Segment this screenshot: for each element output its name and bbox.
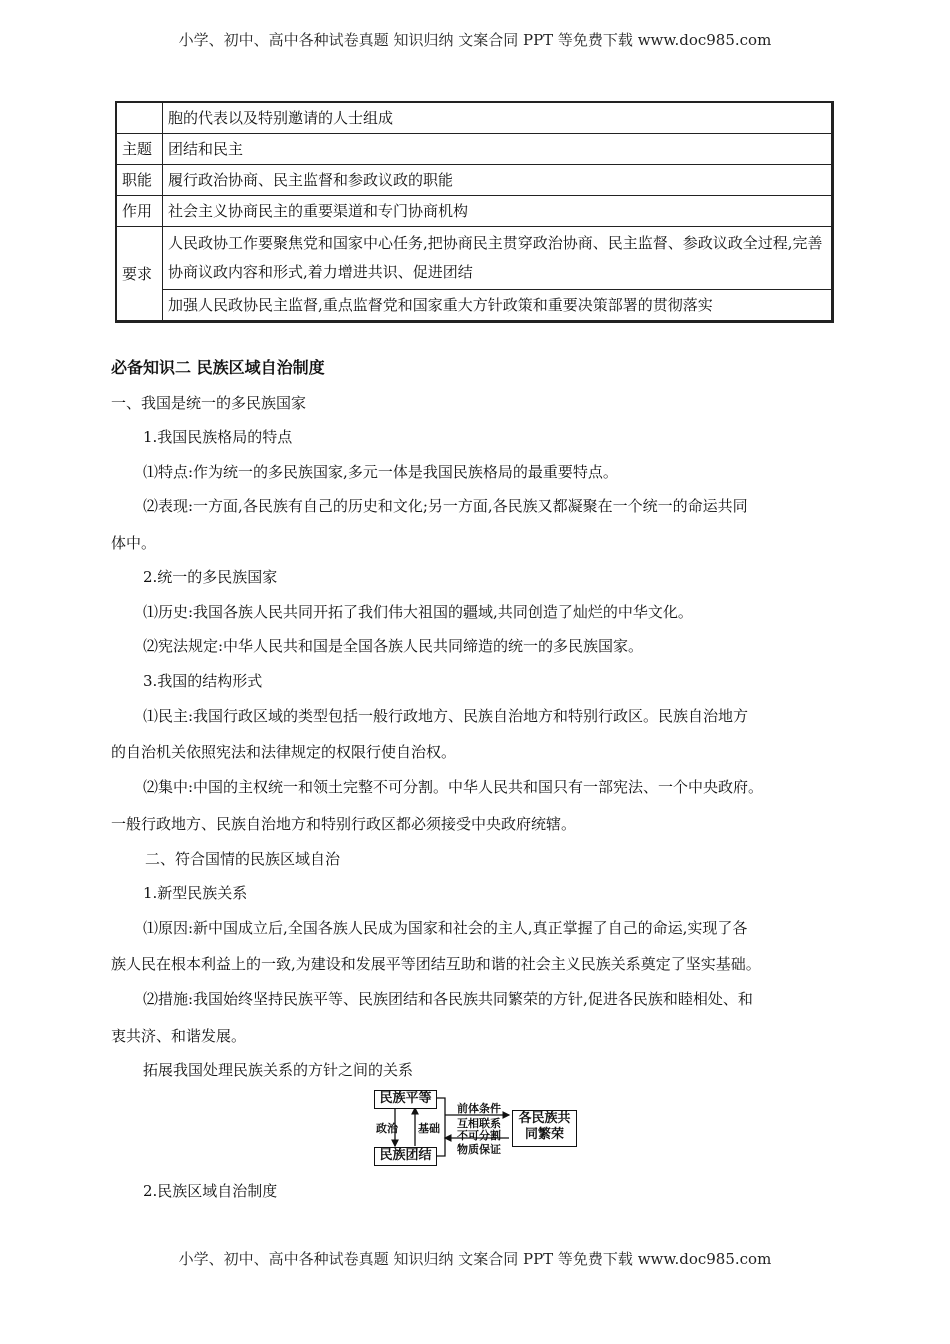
- related-label: 互相联系: [457, 1117, 501, 1130]
- table-label-cell: 要求: [116, 227, 163, 322]
- paragraph-line: ⑴原因:新中国成立后,全国各族人民成为国家和社会的主人,真正掌握了自己的命运,实现了各: [143, 919, 748, 937]
- prosperity-line-1: 各民族共: [518, 1111, 571, 1126]
- paragraph-line: ⑵措施:我国始终坚持民族平等、民族团结和各民族共同繁荣的方针,促进各民族和睦相处、和: [143, 990, 753, 1008]
- table-cell: 履行政治协商、民主监督和参政议政的职能: [163, 165, 833, 196]
- subheading: 1.我国民族格局的特点: [143, 428, 293, 446]
- paragraph-line: ⑵表现:一方面,各民族有自己的历史和文化;另一方面,各民族又都凝聚在一个统一的命运共同: [143, 497, 748, 515]
- paragraph-line: 族人民在根本利益上的一致,为建设和发展平等团结互助和谐的社会主义民族关系奠定了坚实基础。: [111, 955, 761, 973]
- national-unity-box: 民族团结: [374, 1147, 437, 1166]
- table-cell: 社会主义协商民主的重要渠道和专门协商机构: [163, 196, 833, 227]
- table-row: [116, 227, 833, 290]
- table-cell: 胞的代表以及特别邀请的人士组成: [163, 102, 833, 134]
- table-label-cell: [116, 102, 163, 134]
- paragraph-line: ⑴民主:我国行政区域的类型包括一般行政地方、民族自治地方和特别行政区。民族自治地方: [143, 707, 749, 725]
- prosperity-line-2: 同繁荣: [524, 1127, 564, 1142]
- table-cell: 人民政协工作要聚焦党和国家中心任务,把协商民主贯穿政治协商、民主监督、参政议政全过程,完善协商议政内容和形式,着力增进共识、促进团结: [163, 227, 833, 290]
- table-row: [116, 102, 833, 134]
- knowledge-table: [115, 101, 834, 323]
- common-prosperity-box: [512, 1110, 577, 1147]
- heading-2: 二、符合国情的民族区域自治: [145, 850, 341, 868]
- section-title: 必备知识二 民族区域自治制度: [111, 358, 325, 377]
- heading-1: 一、我国是统一的多民族国家: [111, 394, 307, 412]
- politics-label: 政治: [376, 1122, 398, 1135]
- page-footer: 小学、初中、高中各种试卷真题 知识归纳 文案合同 PPT 等免费下载 www.doc985.com: [178, 1250, 772, 1268]
- national-equality-box: 民族平等: [374, 1090, 437, 1109]
- paragraph-line: 一般行政地方、民族自治地方和特别行政区都必须接受中央政府统辖。: [111, 815, 577, 833]
- table-cell: 团结和民主: [163, 134, 833, 165]
- paragraph-line: ⑵宪法规定:中华人民共和国是全国各族人民共同缔造的统一的多民族国家。: [143, 637, 644, 655]
- foundation-label: 基础: [418, 1122, 440, 1135]
- paragraph-line: ⑴特点:作为统一的多民族国家,多元一体是我国民族格局的最重要特点。: [143, 463, 618, 481]
- table-label-cell: 作用: [116, 196, 163, 227]
- table-row: [116, 196, 833, 227]
- material-label: 物质保证: [457, 1143, 501, 1156]
- extension-caption: 拓展我国处理民族关系的方针之间的关系: [143, 1061, 414, 1079]
- paragraph-line: ⑴历史:我国各族人民共同开拓了我们伟大祖国的疆域,共同创造了灿烂的中华文化。: [143, 603, 693, 621]
- table-row: [116, 134, 833, 165]
- subheading: 2.统一的多民族国家: [143, 568, 278, 586]
- subheading: 1.新型民族关系: [143, 884, 248, 902]
- page-header: 小学、初中、高中各种试卷真题 知识归纳 文案合同 PPT 等免费下载 www.doc985.com: [178, 31, 772, 49]
- subheading: 3.我国的结构形式: [143, 672, 263, 690]
- inseparable-label: 不可分割: [457, 1129, 501, 1142]
- table-cell: 加强人民政协民主监督,重点监督党和国家重大方针政策和重要决策部署的贯彻落实: [163, 290, 833, 322]
- paragraph-line: ⑵集中:中国的主权统一和领土完整不可分割。中华人民共和国只有一部宪法、一个中央政府。: [143, 778, 764, 796]
- premise-label: 前体条件: [457, 1102, 501, 1115]
- table-row: [116, 290, 833, 322]
- relation-diagram: [373, 1088, 578, 1166]
- subheading: 2.民族区域自治制度: [143, 1182, 278, 1200]
- table-label-cell: 职能: [116, 165, 163, 196]
- table-label-cell: 主题: [116, 134, 163, 165]
- paragraph-line: 的自治机关依照宪法和法律规定的权限行使自治权。: [111, 743, 457, 761]
- paragraph-line: 体中。: [111, 534, 157, 552]
- paragraph-line: 衷共济、和谐发展。: [111, 1027, 247, 1045]
- table-row: [116, 165, 833, 196]
